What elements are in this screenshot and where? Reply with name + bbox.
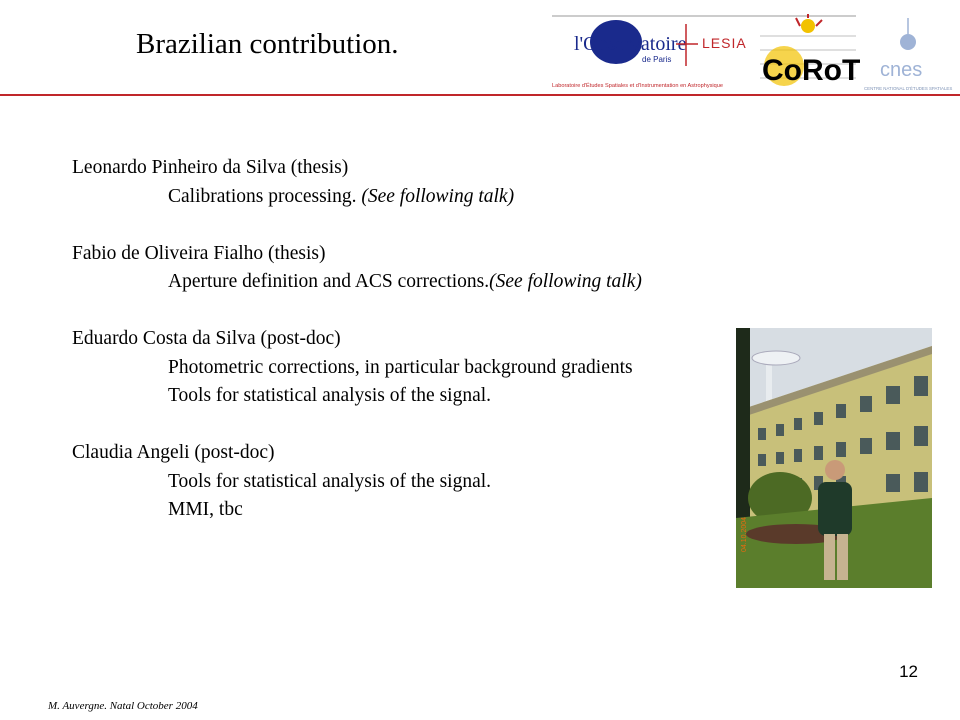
slide-footer: M. Auvergne. Natal October 2004 xyxy=(48,700,198,712)
person-task xyxy=(72,183,772,212)
contributor-photo xyxy=(736,328,932,588)
person-task: Tools for statistical analysis of the signal. xyxy=(168,470,492,492)
corot-logo xyxy=(760,14,860,90)
task-text: Calibrations processing. xyxy=(168,185,362,207)
contributors-list xyxy=(72,154,772,525)
person-task xyxy=(72,268,772,297)
corot-text: CoRoT xyxy=(762,54,861,87)
observatoire-text: l'Observatoire xyxy=(574,33,687,55)
person-name: Claudia Angeli (post-doc) xyxy=(72,442,275,463)
task-note: (See following talk) xyxy=(361,185,515,207)
title-divider xyxy=(0,94,960,96)
cnes-text: cnes xyxy=(880,59,923,81)
slide-title: Brazilian contribution. xyxy=(136,28,399,60)
lesia-text: LESIA xyxy=(702,35,747,51)
page-number: 12 xyxy=(899,662,918,681)
person-name: Eduardo Costa da Silva (post-doc) xyxy=(72,328,341,349)
logo-banner xyxy=(548,14,960,92)
cnes-logo xyxy=(864,18,952,91)
photo-illustration xyxy=(736,328,932,588)
cnes-caption: CENTRE NATIONAL D'ÉTUDES SPATIALES xyxy=(864,86,953,91)
task-text: Aperture definition and ACS corrections. xyxy=(168,271,490,292)
person-task: MMI, tbc xyxy=(168,499,243,520)
task-note: (See following talk) xyxy=(489,271,642,292)
observatoire-sub-text: de Paris xyxy=(642,55,672,64)
person-task: Photometric corrections, in particular background gradients xyxy=(168,356,633,378)
person-name: Fabio de Oliveira Fialho (thesis) xyxy=(72,242,326,264)
person-name: Leonardo Pinheiro da Silva (thesis) xyxy=(72,157,349,178)
partner-logos xyxy=(548,14,960,92)
lesia-caption: Laboratoire d'Études Spatiales et d'Instrumentation en Astrophysique xyxy=(552,83,723,89)
person-task: Tools for statistical analysis of the signal. xyxy=(168,385,492,406)
observatoire-logo xyxy=(574,20,687,64)
photo-date-stamp: 04.10.2004 xyxy=(741,516,748,552)
